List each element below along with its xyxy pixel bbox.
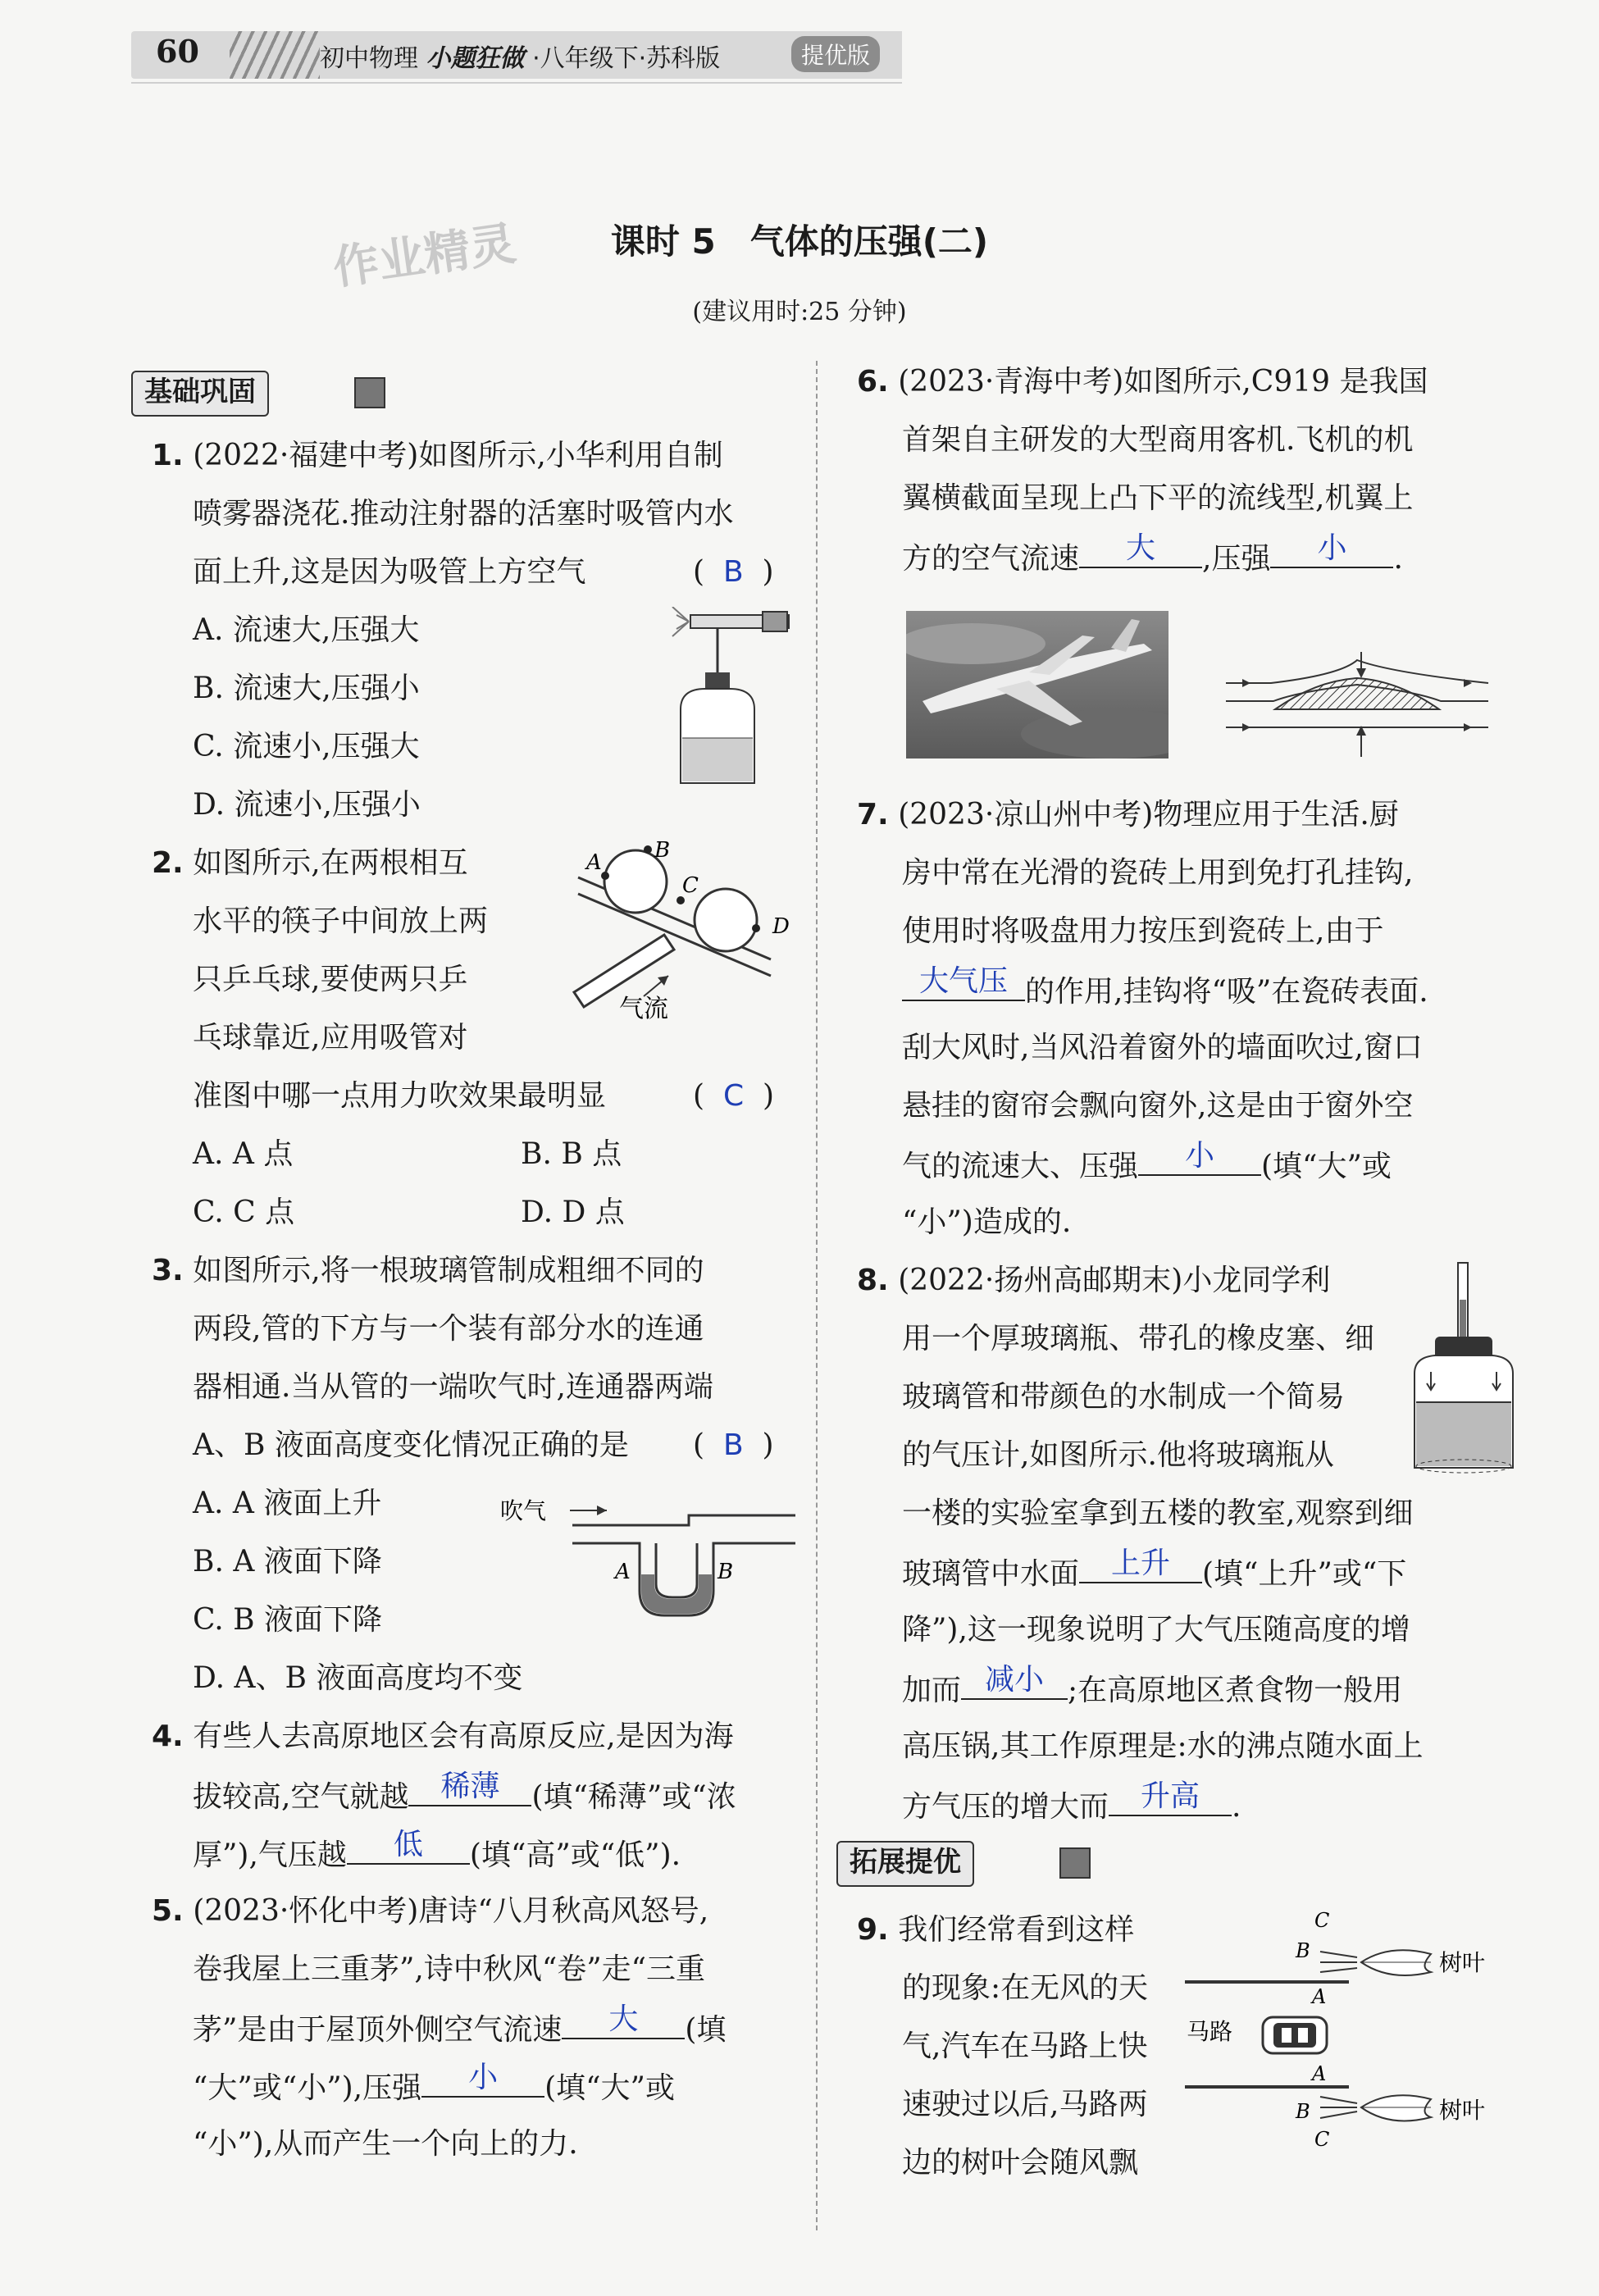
q9-label-b-bottom: B [1296,2100,1310,2123]
header-stripes [230,31,320,79]
q3-option-a: A. A 液面上升 [193,1487,382,1520]
q6-blank-2-answer: 小 [1317,531,1347,565]
q2-text-2: 水平的筷子中间放上两 [193,904,489,938]
q4-line3 [193,1824,681,1884]
q9-text-2: 的现象:在无风的天 [902,1971,1149,2005]
q3-option-c: C. B 液面下降 [193,1603,383,1637]
q9-label-c-top: C [1314,1909,1330,1932]
q2-text-4: 乓球靠近,应用吸管对 [193,1021,468,1055]
q8-text-4: 的气压计,如图所示.他将玻璃瓶从 [902,1438,1334,1472]
q9-label-b-top: B [1296,1939,1310,1962]
q3-label-b: B [718,1560,734,1584]
q9-label-c-bottom: C [1314,2128,1330,2151]
q2-number: 2. [152,846,184,880]
q2-text-3: 只乒乓球,要使两只乒 [193,963,468,996]
q9-label-a-top: A [1312,1985,1327,2008]
q6-text-1: (2023·青海中考)如图所示,C919 是我国 [898,365,1428,399]
q5-text-3: 茅”是由于屋顶外侧空气流速 [193,2013,563,2047]
q2-option-b: B. B 点 [521,1137,622,1171]
q9-line1 [857,1901,1134,1959]
q2-text-5: 准图中哪一点用力吹效果最明显 [193,1079,607,1113]
q8-text-12: 方气压的增大而 [902,1790,1109,1824]
q1-line1 [152,426,723,485]
q8-blank-1 [1079,1542,1202,1583]
series-name: 小题狂做 [426,44,525,73]
q7-text-8: (填“大”或 [1261,1150,1392,1183]
q2-line1 [152,834,468,892]
q8-number: 8. [857,1264,889,1297]
page-number: 60 [156,33,199,70]
q6-blank-2 [1270,527,1393,568]
q5-number: 5. [152,1894,184,1928]
q5-blank-2-answer: 小 [468,2061,499,2094]
q8-blank-2 [961,1659,1068,1700]
q1-number: 1. [152,439,184,472]
header-title [320,38,720,74]
q8-text-3: 玻璃管和带颜色的水制成一个简易 [902,1380,1346,1414]
q9-text-5: 边的树叶会随风飘 [902,2146,1139,2180]
q4-text-4: 厚”),气压越 [193,1838,347,1872]
q1-option-d: D. 流速小,压强小 [193,788,421,822]
q7-text-6: 悬挂的窗帘会飘向窗外,这是由于窗外空 [902,1089,1414,1123]
q5-text-4: (填 [685,2013,727,2047]
q3-text-2: 两段,管的下方与一个装有部分水的连通 [193,1312,704,1346]
edition-badge: 提优版 [791,36,880,72]
q1-option-b: B. 流速大,压强小 [193,672,420,705]
q2-label-a: A [586,850,602,875]
q4-text-1: 有些人去高原地区会有高原反应,是因为海 [193,1720,734,1753]
q4-text-3: (填“稀薄”或“浓 [531,1780,736,1814]
q3-answer: ( B ) [693,1428,774,1462]
q3-text-3: 器相通.当从管的一端吹气时,连通器两端 [193,1370,713,1404]
q8-text-10: ;在高原地区煮食物一般用 [1068,1674,1403,1707]
q2-airflow-label: 气流 [619,995,668,1023]
q4-blank-2 [347,1824,470,1865]
q8-line10 [902,1775,1241,1836]
q3-text-1: 如图所示,将一根玻璃管制成粗细不同的 [193,1254,704,1287]
q7-blank-2-answer: 小 [1185,1139,1215,1173]
q1-text-3: 面上升,这是因为吸管上方空气 [193,555,586,589]
watermark: 作业精灵 [330,216,520,296]
q2-text-1: 如图所示,在两根相互 [193,846,468,880]
header-rule [131,82,902,84]
q8-blank-1-answer: 上升 [1111,1547,1171,1580]
q5-line1 [152,1882,708,1940]
q4-text-2: 拔较高,空气就越 [193,1780,409,1814]
book-title: 初中物理 [320,44,418,73]
q1-answer-value: B [722,555,744,589]
q5-blank-2 [421,2057,544,2098]
grade-edition: ·八年级下·苏科版 [532,44,721,73]
q8-line6 [902,1542,1406,1603]
q8-text-7: (填“上升”或“下 [1202,1557,1407,1591]
q8-text-8: 降”),这一现象说明了大气压随高度的增 [902,1613,1410,1647]
q6-text-4: 方的空气流速 [902,542,1080,576]
q7-text-3: 使用时将吸盘用力按压到瓷砖上,由于 [902,914,1384,948]
q7-blank-1 [902,960,1025,1001]
q2-answer: ( C ) [693,1079,775,1113]
section-basic-label: 基础巩固 [131,371,269,417]
q6-airplane-photo [906,611,1168,758]
q4-text-5: (填“高”或“低”). [469,1838,681,1872]
q9-number: 9. [857,1913,889,1947]
q8-text-1: (2022·扬州高邮期末)小龙同学利 [898,1264,1331,1297]
q7-text-7: 气的流速大、压强 [902,1150,1139,1183]
q6-wing-crosssection-figure [1226,652,1505,758]
lesson-title: 课时 5 气体的压强(二) [610,221,989,262]
q2-pingpong-figure [566,836,804,1033]
q2-label-b: B [654,838,671,863]
q6-line1 [857,353,1428,411]
q7-text-2: 房中常在光滑的瓷砖上用到免打孔挂钩, [902,856,1414,890]
q7-line4 [902,960,1428,1021]
q8-line1 [857,1251,1330,1310]
q2-label-c: C [682,873,699,898]
q8-text-2: 用一个厚玻璃瓶、带孔的橡皮塞、细 [902,1322,1375,1355]
q7-text-5: 刮大风时,当风沿着窗外的墙面吹过,窗口 [902,1031,1423,1064]
q9-label-a-bottom: A [1312,2062,1327,2085]
section-extension-label: 拓展提优 [836,1841,974,1887]
q1-text-1: (2022·福建中考)如图所示,小华利用自制 [193,439,723,472]
q2-option-d: D. D 点 [521,1196,625,1229]
q2-answer-value: C [722,1079,745,1113]
q2-label-d: D [772,914,790,939]
q3-blow-label: 吹气 [500,1497,547,1524]
q5-text-6: (填“大”或 [544,2071,675,2105]
q5-blank-1 [562,1998,685,2039]
q4-blank-1 [408,1765,531,1806]
q3-option-d: D. A、B 液面高度均不变 [193,1661,523,1695]
q8-barometer-figure [1402,1259,1525,1480]
q7-line1 [857,786,1399,844]
q5-text-1: (2023·怀化中考)唐诗“八月秋高风怒号, [193,1894,709,1928]
q8-text-13: . [1232,1790,1241,1824]
q8-line8 [902,1659,1402,1720]
q8-text-6: 玻璃管中水面 [902,1557,1080,1591]
q7-text-9: “小”)造成的. [902,1205,1072,1239]
arrow-icon [1059,1847,1091,1879]
q8-blank-3-answer: 升高 [1141,1779,1200,1813]
q3-line1 [152,1241,704,1300]
q9-text-1: 我们经常看到这样 [898,1913,1135,1947]
q8-text-11: 高压锅,其工作原理是:水的沸点随水面上 [902,1729,1424,1763]
q9-text-3: 气,汽车在马路上快 [902,2029,1148,2063]
q8-blank-2-answer: 减小 [985,1663,1045,1697]
q5-blank-1-answer: 大 [608,2002,639,2036]
q6-blank-1-answer: 大 [1126,531,1156,565]
q8-text-9: 加而 [902,1674,962,1707]
q7-text-1: (2023·凉山州中考)物理应用于生活.厨 [898,798,1399,831]
q4-number: 4. [152,1720,184,1753]
q9-leaf-label-bottom: 树叶 [1439,2097,1486,2124]
q3-connector-figure [500,1492,804,1624]
q5-line4 [193,2057,675,2117]
q2-option-c: C. C 点 [193,1196,295,1229]
q7-line7 [902,1135,1392,1196]
q9-text-4: 速驶过以后,马路两 [902,2088,1148,2121]
q6-text-2: 首架自主研发的大型商用客机.飞机的机 [902,423,1414,457]
q3-label-a: A [615,1560,631,1584]
q5-text-2: 卷我屋上三重茅”,诗中秋风“卷”走“三重 [193,1952,706,1986]
q6-blank-1 [1079,527,1202,568]
q5-text-7: “小”),从而产生一个向上的力. [193,2127,578,2161]
q8-text-5: 一楼的实验室拿到五楼的教室,观察到细 [902,1496,1414,1530]
q4-blank-1-answer: 稀薄 [440,1770,500,1803]
q6-number: 6. [857,365,889,399]
q9-road-leaves-figure [1185,1906,1521,2161]
q1-option-c: C. 流速小,压强大 [193,730,420,763]
q9-road-label: 马路 [1187,2018,1233,2045]
q2-option-a: A. A 点 [193,1137,294,1171]
arrow-icon [354,377,385,408]
q1-option-a: A. 流速大,压强大 [193,613,420,647]
q9-leaf-label-top: 树叶 [1439,1949,1486,1976]
q8-blank-3 [1109,1775,1232,1816]
q6-text-5: ,压强 [1202,542,1271,576]
q6-line4 [902,527,1403,588]
q7-blank-1-answer: 大气压 [918,964,1008,998]
q4-blank-2-answer: 低 [393,1828,423,1861]
q3-number: 3. [152,1254,184,1287]
q7-number: 7. [857,798,889,831]
q5-text-5: “大”或“小”),压强 [193,2071,422,2105]
q1-answer: ( B ) [693,555,774,589]
q7-blank-2 [1138,1135,1261,1176]
q1-sprayer-figure [640,607,804,795]
q3-answer-value: B [722,1428,744,1462]
q6-text-3: 翼横截面呈现上凸下平的流线型,机翼上 [902,481,1414,515]
suggested-time: (建议用时:25 分钟) [692,298,907,326]
q3-option-b: B. A 液面下降 [193,1545,382,1578]
q7-text-4: 的作用,挂钩将“吸”在瓷砖表面. [1025,975,1428,1009]
q3-text-4: A、B 液面高度变化情况正确的是 [193,1428,629,1462]
q1-text-2: 喷雾器浇花.推动注射器的活塞时吸管内水 [193,497,734,531]
q6-text-6: . [1393,542,1403,576]
column-divider [816,361,818,2230]
